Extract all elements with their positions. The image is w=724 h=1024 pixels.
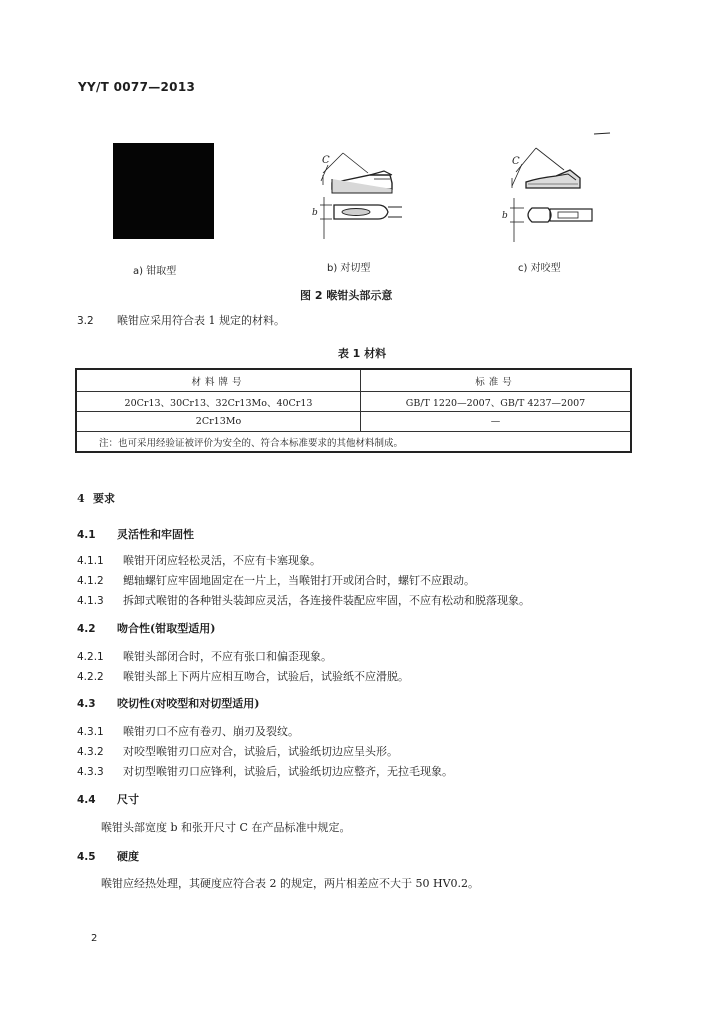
clause-title: 硬度 xyxy=(117,850,139,863)
dim-c-label-c: C xyxy=(512,156,520,167)
clause-title: 吻合性(钳取型适用) xyxy=(117,622,216,635)
dim-b-label-c: b xyxy=(502,211,508,221)
clause-number: 4.3.1 xyxy=(77,726,104,738)
clause-4-3-1 xyxy=(77,725,299,739)
page-number: 2 xyxy=(91,933,98,944)
clause-4-2-2 xyxy=(77,670,409,684)
materials-table xyxy=(75,368,632,453)
table-row xyxy=(76,392,631,412)
clause-4-1-2 xyxy=(77,574,475,588)
table-header-row xyxy=(76,369,631,392)
section-4-heading xyxy=(77,492,115,506)
table-cell: GB/T 1220—2007、GB/T 4237—2007 xyxy=(361,392,632,412)
clause-4-1-1 xyxy=(77,554,321,568)
section-title: 要求 xyxy=(93,492,115,505)
clause-4-2-1 xyxy=(77,650,332,664)
clause-4-3-heading xyxy=(77,697,259,711)
figure-caption-a: a) 钳取型 xyxy=(133,266,177,277)
dim-c-label-b: C xyxy=(322,155,330,166)
figure-caption-b: b) 对切型 xyxy=(327,263,371,274)
clause-number: 4.3.3 xyxy=(77,766,104,778)
clause-number: 4.1 xyxy=(77,529,96,541)
clause-title: 咬切性(对咬型和对切型适用) xyxy=(117,697,260,710)
table-title: 表 1 材料 xyxy=(337,347,387,360)
clause-4-2-heading xyxy=(77,622,215,636)
clause-4-3-2 xyxy=(77,745,398,759)
clause-text: 喉钳头部上下两片应相互吻合，试验后，试验纸不应滑脱。 xyxy=(123,670,409,683)
clause-title: 尺寸 xyxy=(117,793,139,806)
dim-b-label-b: b xyxy=(312,208,318,218)
clause-number: 4.1.1 xyxy=(77,555,104,567)
clause-number: 4.2.1 xyxy=(77,651,104,663)
document-code: YY/T 0077—2013 xyxy=(78,80,196,94)
clause-number: 4.3 xyxy=(77,698,96,710)
figure-b-drawing xyxy=(308,135,408,247)
clause-number: 4.2 xyxy=(77,623,96,635)
clause-4-5-body: 喉钳应经热处理，其硬度应符合表 2 的规定，两片相差应不大于 50 HV0.2。 xyxy=(101,877,480,890)
clause-4-5-heading xyxy=(77,850,139,864)
table-cell: 20Cr13、30Cr13、32Cr13Mo、40Cr13 xyxy=(76,392,361,412)
clause-text: 鳃轴螺钉应牢固地固定在一片上，当喉钳打开或闭合时，螺钉不应跟动。 xyxy=(123,574,475,587)
clause-text: 对切型喉钳刃口应锋利，试验后，试验纸切边应整齐，无拉毛现象。 xyxy=(123,765,453,778)
clause-3-2 xyxy=(77,314,285,328)
figure-caption-c: c) 对咬型 xyxy=(518,263,561,274)
table-cell: 2Cr13Mo xyxy=(76,412,361,432)
figure-title: 图 2 喉钳头部示意 xyxy=(300,289,393,302)
clause-number: 4.4 xyxy=(77,794,96,806)
clause-number: 3.2 xyxy=(77,315,94,327)
clause-4-1-heading xyxy=(77,528,194,542)
clause-4-4-heading xyxy=(77,793,139,807)
clause-text: 喉钳开闭应轻松灵活，不应有卡塞现象。 xyxy=(123,554,321,567)
figure-a-image xyxy=(113,143,214,239)
clause-title: 灵活性和牢固性 xyxy=(117,528,194,541)
clause-text: 喉钳刃口不应有卷刃、崩刃及裂纹。 xyxy=(123,725,299,738)
clause-number: 4.2.2 xyxy=(77,671,104,683)
clause-number: 4.3.2 xyxy=(77,746,104,758)
clause-text: 喉钳头部闭合时，不应有张口和偏歪现象。 xyxy=(123,650,332,663)
clause-4-1-3 xyxy=(77,594,530,608)
clause-text: 对咬型喉钳刃口应对合，试验后，试验纸切边应呈头形。 xyxy=(123,745,398,758)
clause-number: 4.1.2 xyxy=(77,575,104,587)
clause-text: 喉钳应采用符合表 1 规定的材料。 xyxy=(117,314,285,327)
table-row xyxy=(76,412,631,432)
figure-c-drawing xyxy=(498,130,613,248)
clause-number: 4.5 xyxy=(77,851,96,863)
clause-4-4-body: 喉钳头部宽度 b 和张开尺寸 C 在产品标准中规定。 xyxy=(101,821,351,834)
section-number: 4 xyxy=(77,492,85,505)
clause-number: 4.1.3 xyxy=(77,595,104,607)
clause-text: 拆卸式喉钳的各种钳头装卸应灵活，各连接件装配应牢固，不应有松动和脱落现象。 xyxy=(123,594,530,607)
clause-4-3-3 xyxy=(77,765,453,779)
table-header-cell: 材料牌号 xyxy=(76,369,361,392)
table-note-row xyxy=(76,432,631,453)
table-cell: — xyxy=(361,412,632,432)
table-header-cell: 标准号 xyxy=(361,369,632,392)
table-note: 注：也可采用经验证被评价为安全的、符合本标准要求的其他材料制成。 xyxy=(76,432,631,453)
